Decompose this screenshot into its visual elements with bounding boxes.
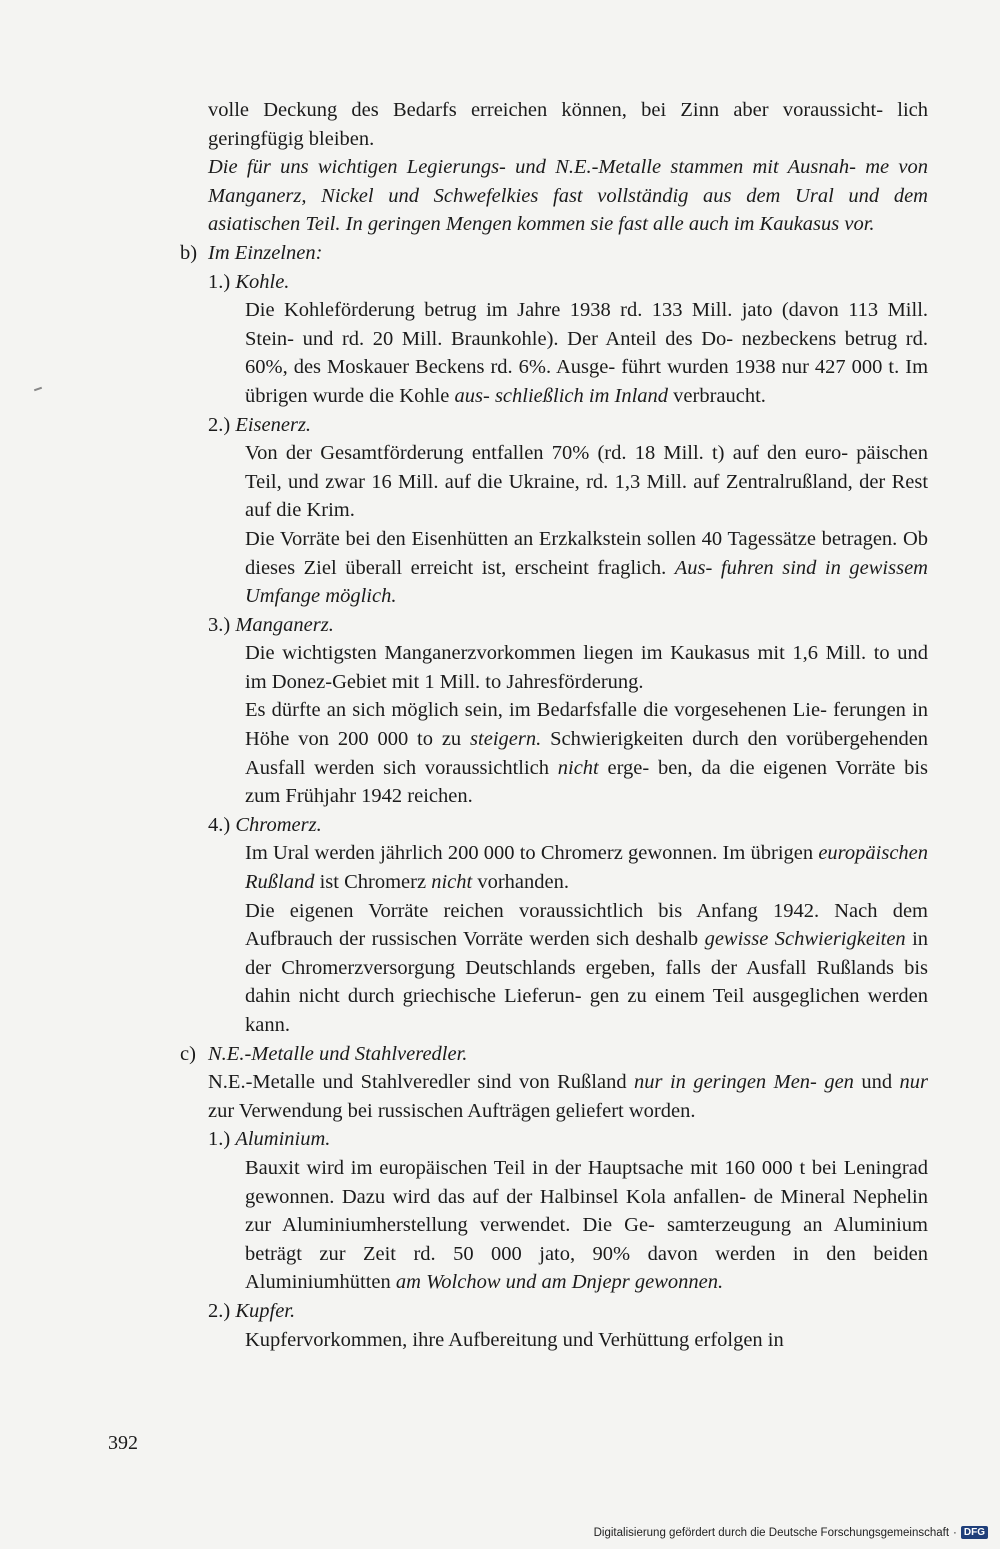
margin-mark [34, 387, 42, 392]
section-b-heading: b) Im Einzelnen: [180, 241, 323, 264]
footer-credit-text: Digitalisierung gefördert durch die Deutsche Forschungsgemeinschaft [593, 1526, 950, 1539]
item-kohle-text: Die Kohleförderung betrug im Jahre 1938 rd. 133 Mill. jato (davon 113 Mill. Stein- und rd. 20 Mill. Braunkohle). Der Anteil des Do- nezbeckens betrug rd. 60%, des Moskauer Beckens rd. 6%. Ausge- führt wurden 1938 nur 427 000 t. Im übrigen wurde die Kohle aus- schließlich im Inland verbraucht. [245, 299, 929, 407]
item-aluminium-heading: 1.) Aluminium. [208, 1128, 331, 1151]
page-number: 392 [108, 1432, 138, 1454]
item-manganerz-heading: 3.) Manganerz. [208, 613, 334, 636]
body-text [180, 96, 929, 1354]
item-kohle-heading: 1.) Kohle. [208, 270, 290, 293]
paragraph-italic: Die für uns wichtigen Legierungs- und N.E.-Metalle stammen mit Ausnah- me von Manganerz, Nickel und Schwefelkies fast vollständig aus dem Ural und dem asiatischen Teil. In geringen Mengen kommen sie fast alle auch im Kaukasus vor. [208, 156, 928, 236]
item-eisenerz-heading: 2.) Eisenerz. [208, 413, 312, 436]
item-aluminium-text: Bauxit wird im europäischen Teil in der Hauptsache mit 160 000 t bei Leningrad gewonnen. Dazu wird das auf der Halbinsel Kola anfallen- de Mineral Nephelin zur Aluminiumherstellung verwendet. Die Ge- samterzeugung an Aluminium beträgt zur Zeit rd. 50 000 jato, 90% davon werden in den beiden Aluminiumhütten am Wolchow und am Dnjepr gewonnen. [245, 1156, 929, 1294]
item-eisenerz-text-2: Die Vorräte bei den Eisenhütten an Erzkalkstein sollen 40 Tagessätze betragen. Ob dieses Ziel überall erreicht ist, erscheint fraglich. Aus- fuhren sind in gewissem Umfange möglich. [245, 527, 929, 608]
section-c-heading: c) N.E.-Metalle und Stahlveredler. [180, 1042, 468, 1065]
item-chromerz-heading: 4.) Chromerz. [208, 813, 322, 836]
item-kupfer-heading: 2.) Kupfer. [208, 1299, 296, 1322]
item-kupfer-text: Kupfervorkommen, ihre Aufbereitung und Verhüttung erfolgen in [245, 1328, 784, 1351]
dfg-logo-icon: DFG [961, 1526, 988, 1539]
footer-credit: Digitalisierung gefördert durch die Deutsche Forschungsgemeinschaft · DFG [594, 1526, 988, 1539]
item-chromerz-text-2: Die eigenen Vorräte reichen voraussichtlich bis Anfang 1942. Nach dem Aufbrauch der russischen Vorräte werden sich deshalb gewisse Schwierigkeiten in der Chromerzversorgung Deutschlands ergeben, falls der Ausfall Rußlands bis dahin nicht durch griechische Lieferun- gen zu einem Teil ausgeglichen werden kann. [245, 899, 929, 1036]
item-eisenerz-text: Von der Gesamtförderung entfallen 70% (rd. 18 Mill. t) auf den euro- päischen Teil, und zwar 16 Mill. auf die Ukraine, rd. 1,3 Mill. auf Zentralrußland, der Rest auf die Krim. [245, 442, 929, 522]
item-manganerz-text-2: Es dürfte an sich möglich sein, im Bedarfsfalle die vorgesehenen Lie- ferungen in Höhe von 200 000 to zu steigern. Schwierigkeiten durch den vorübergehenden Ausfall werden sich voraussichtlich nicht erge- ben, da die eigenen Vorräte bis zum Frühjahr 1942 reichen. [245, 699, 929, 808]
section-c-text: N.E.-Metalle und Stahlveredler sind von Rußland nur in geringen Men- gen und nur zur Verwendung bei russischen Aufträgen geliefert worden. [208, 1071, 929, 1122]
item-manganerz-text: Die wichtigsten Manganerzvorkommen liegen im Kaukasus mit 1,6 Mill. to und im Donez-Gebiet mit 1 Mill. to Jahresförderung. [245, 642, 929, 693]
item-chromerz-text: Im Ural werden jährlich 200 000 to Chromerz gewonnen. Im übrigen europäischen Rußland ist Chromerz nicht vorhanden. [245, 842, 929, 894]
paragraph: volle Deckung des Bedarfs erreichen können, bei Zinn aber voraussicht- lich geringfügig bleiben. [208, 99, 929, 150]
